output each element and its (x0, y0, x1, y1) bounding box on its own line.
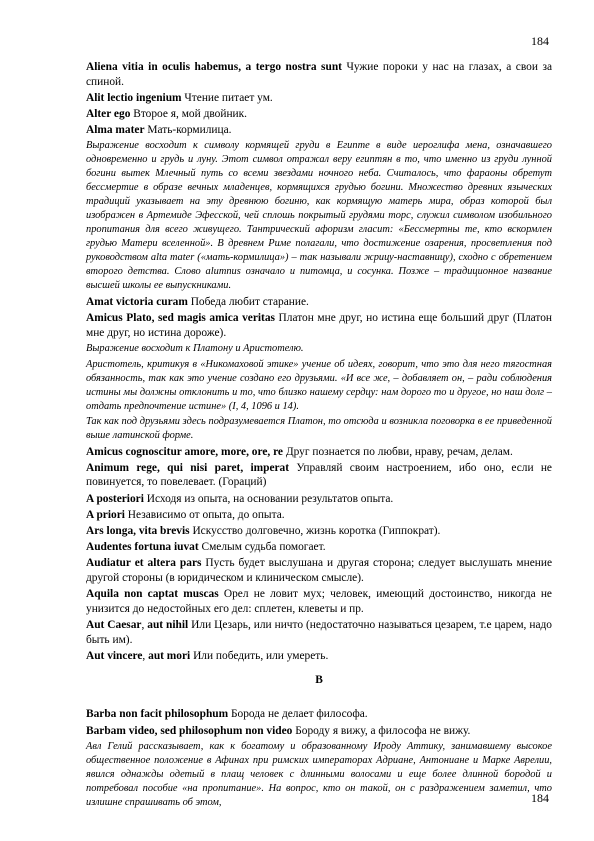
dictionary-entry (86, 492, 552, 507)
translation: Чтение питает ум. (181, 91, 273, 104)
translation: Пусть будет выслушана и другая сторона; следует выслушать мнение другой стороны (в юридическом и клиническом смысле). (86, 557, 552, 584)
latin-term: Alit lectio ingenium (86, 91, 182, 104)
latin-term: Aquila non captat muscas (86, 588, 219, 601)
latin-term-continued: aut nihil (144, 618, 189, 631)
dictionary-entry (86, 556, 552, 585)
dictionary-entry (86, 587, 552, 616)
translation: Исходя из опыта, на основании результатов опыта. (143, 492, 394, 505)
translation: Друг познается по любви, нраву, речам, делам. (282, 445, 513, 458)
dictionary-entry (86, 649, 552, 664)
latin-term: Ars longa (86, 525, 134, 538)
latin-term: Alter ego (86, 107, 131, 120)
dictionary-entry (86, 445, 552, 460)
latin-term: Barba non facit philosophum (86, 708, 229, 721)
latin-term: Audiatur et altera pars (86, 557, 202, 570)
dictionary-entry (86, 91, 552, 106)
term-separator: , (142, 649, 146, 662)
translation: Орел не ловит мух; человек, имеющий достоинство, никогда не унизится до недостойных его дел: сплетен, клеветы и пр. (86, 588, 552, 615)
translation: Бороду я вижу, а философа не вижу. (292, 724, 471, 737)
dictionary-content (86, 60, 552, 811)
translation: Победа любит старание. (187, 295, 309, 308)
dictionary-entry (86, 60, 552, 89)
latin-term: Barbam video, sed philosophum non video (86, 724, 293, 737)
entry-commentary: Выражение восходит к символу кормящей груди в Египте в виде иероглифа мена, означавшего одновременно и грудь и луну. Этот символ отражал веру египтян в то, что именно из груди лунной богини вытек Млечный путь со всеми звездами ночного неба. Считалось, что фараоны обретут бессмертие в образе вечных младенцев, кормящихся грудью богини. Множество древних языческих традиций указывает на эту древнюю богиню, как кормящую матерь мира, образ которой был изображен в Артемиде Эфесской, чей сплошь покрытый грудями торс, служил символом изобильного пропитания для всего живущего. Тантрический афоризм гласит: «Бессмертны те, кто вскормлен грудью Матери вселенной». В древнем Риме полагали, что достижение озарения, просветления под руководством alta mater («мать-кормилица») – так называли жрицу-наставницу), сходно с обретением второго детства. Слово alumnus означало и питомца, и сосунка. Позже – традиционное название высшей школы ее выпускниками. (86, 140, 552, 292)
translation: Или победить, или умереть. (190, 649, 329, 662)
page-number-bottom: 184 (531, 791, 549, 805)
dictionary-entry (86, 107, 552, 122)
dictionary-entry (86, 524, 552, 539)
translation: Независимо от опыта, до опыта. (124, 508, 285, 521)
dictionary-entry (86, 618, 552, 647)
dictionary-entry (86, 540, 552, 555)
dictionary-entry (86, 508, 552, 523)
latin-term: Aut Caesar (86, 618, 142, 631)
entry-commentary: Аристотель, критикуя в «Никомаховой этике» учение об идеях, говорит, что это для него тягостная обязанность, так как это учение создано его друзьями. «И все же, – добавляет он, – ради соблюдения истины мы должны отклонить и то, что близко нашему сердцу: нам дорого то и другое, но наш долг – отдать предпочтение истине» (I, 4, 1096 и 14). (86, 358, 552, 412)
latin-term: Alma mater (86, 124, 145, 137)
translation: Борода не делает философа. (228, 708, 368, 721)
latin-term: Audentes fortuna iuvat (86, 541, 199, 554)
dictionary-entry (86, 461, 552, 490)
dictionary-entry (86, 295, 552, 310)
latin-term: Aliena vitia in oculis habemus, a tergo nostra sunt (86, 61, 342, 73)
term-separator: , (141, 618, 145, 631)
entry-commentary: Авл Гелий рассказывает, как к богатому и образованному Ироду Аттику, занимавшему высокое общественное положение в Афинах при римских императорах Адриане, Антониане и Марке Аврелии, явился однажды одетый в плащ человек с длинными волосами и еще более длинной бородой и потребовал пособие «на пропитание». На вопрос, кто он такой, он с раздражением заметил, что излишне спрашивать об этом, (86, 740, 552, 808)
translation: Платон мне друг, но истина еще больший друг (Платон мне друг, но истина дороже). (86, 312, 553, 339)
latin-term: Amat victoria curam (86, 295, 188, 308)
entry-commentary: Так как под друзьями здесь подразумевается Платон, то отсюда и возникла поговорка в ее приведенной выше латинской форме. (86, 416, 552, 442)
translation: Или Цезарь, или ничто (недостаточно называться цезарем, т.е царем, надо быть им). (86, 618, 552, 646)
translation: Чужие пороки у нас на глазах, а свои за спиной. (86, 61, 553, 88)
latin-term: Animum rege, qui nisi paret, imperat (86, 461, 290, 474)
translation: Смелым судьба помогает. (198, 541, 326, 554)
translation: Мать-кормилица. (144, 124, 232, 137)
latin-term-continued: aut mori (145, 649, 191, 662)
translation: Второе я, мой двойник. (130, 107, 248, 120)
translation: Искусство долговечно, жизнь коротка (Гиппократ). (189, 525, 441, 538)
dictionary-entry (86, 707, 552, 722)
entry-commentary: Выражение восходит к Платону и Аристотелю. (86, 342, 304, 354)
latin-term: A priori (86, 508, 125, 521)
dictionary-entry (86, 724, 552, 739)
section-letter: B (315, 674, 323, 687)
latin-term: Amicus cognoscitur amore, more, ore, re (86, 445, 283, 458)
latin-term: Amicus Plato, sed magis amica veritas (86, 312, 275, 325)
dictionary-entry (86, 123, 552, 138)
latin-term: A posteriori (86, 492, 144, 505)
latin-term: Aut vincere (86, 649, 143, 662)
dictionary-entry (86, 311, 552, 340)
translation: Управляй своим настроением, ибо оно, если не повинуется, то повелевает. (Гораций) (86, 461, 552, 489)
latin-term-continued: , vita brevis (133, 525, 190, 538)
page-number-top: 184 (531, 34, 549, 48)
